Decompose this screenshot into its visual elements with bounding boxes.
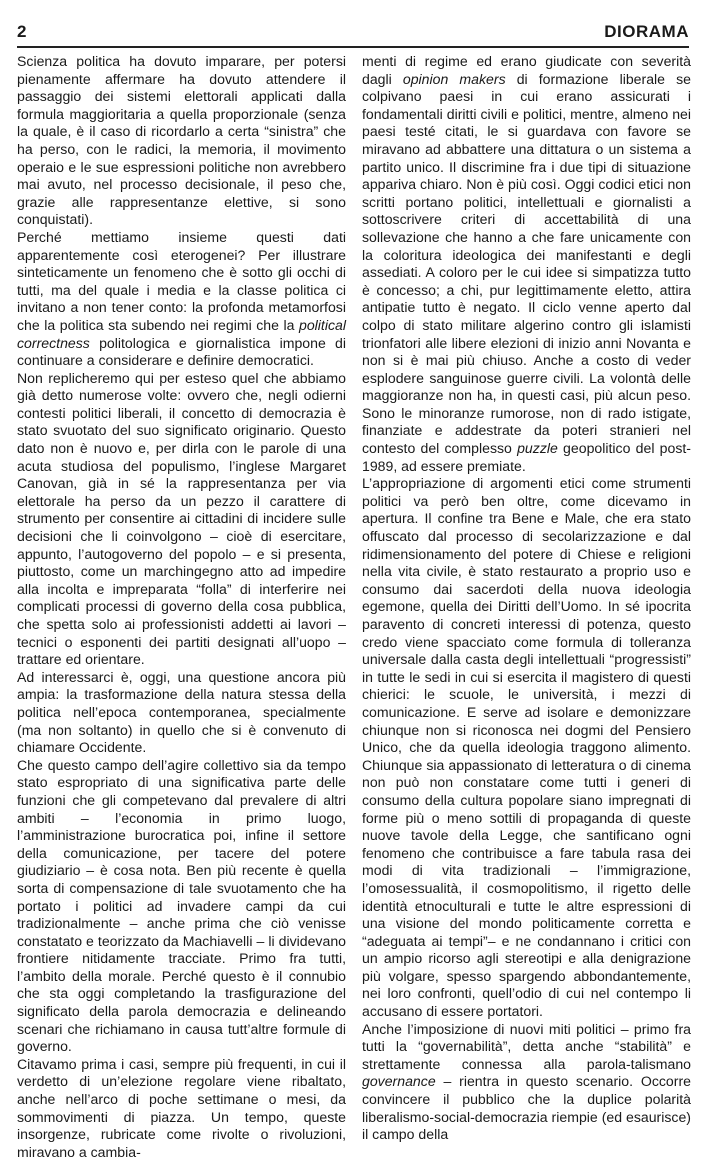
text-run: Citavamo prima i casi, sempre più frequenti, in cui il verdetto di un’elezione regolare viene ribaltato, anche nell’arco di poche settimane o mesi, da sommovimenti di piazza. Un tempo, queste insorgenze, rubricate come rivolte o rivoluzioni, miravano a cambia- — [17, 1055, 346, 1160]
text-run: geopolitico del post-1989, ad essere premiate. — [362, 440, 691, 474]
running-title: DIORAMA — [604, 22, 689, 41]
body-paragraph — [17, 669, 346, 757]
body-paragraph — [17, 229, 346, 370]
left-column — [17, 53, 346, 1160]
italic-text-run: puzzle — [517, 440, 558, 457]
body-paragraph — [362, 475, 691, 1020]
body-paragraph — [362, 53, 691, 475]
text-run: – rientra in questo scenario. Occorre convincere il pubblico che la duplice polarità liberalismo-social-democrazia riempie (ed esaurisce) il campo della — [362, 1073, 691, 1143]
text-run: di formazione liberale se colpivano paesi in cui erano assicurati i fondamentali diritti civili e politici, mentre, almeno nei paesi testé citati, le si guardava con favore se miravano ad abbattere una dittatura o un sistema a partito unico. Il discrimine fra i due tipi di situazione appariva chiaro. Non è più così. Oggi codici etici non scritti portano politici, intellettuali e giornalisti a sottoscrivere criteri di accettabilità di una sollevazione che hanno a che fare unicamente con la coloritura ideologica dei manifestanti e degli assediati. A coloro per le cui idee si simpatizza tutto è concesso; a chi, pur legittimamente eletto, attira antipatie tutto è negato. Il ciclo venne aperto dal colpo di stato militare algerino contro gli islamisti trionfatori alle libere elezioni di inizio anni Novanta e non si è mai più chiuso. Anche a costo di veder esplodere sanguinose guerre civili. La volontà delle maggioranze non ha, in questi casi, più alcun peso. Sono le minoranze rumorose, non di rado istigate, finanziate e addestrate da poteri stranieri nel contesto del complesso — [362, 70, 691, 457]
italic-text-run: opinion makers — [402, 70, 506, 87]
right-column — [362, 53, 691, 1143]
italic-text-run: political correctness — [17, 316, 346, 351]
text-run: Non replicheremo qui per esteso quel che abbiamo già detto numerose volte: ovvero che, negli odierni contesti politici liberali, il concetto di democrazia è stato svuotato del suo significato originario. Questo dato non è nuovo e, per dirla con le parole di una acuta studiosa del populismo, l’inglese Margaret Canovan, già in sé la rappresentanza per via elettorale ha perso da un pezzo il carattere di strumento per consentire ai cittadini di incidere sulle decisioni che li coinvolgono – cioè di esercitare, appunto, l’autogoverno del popolo – e si presenta, piuttosto, come un marchingegno atto ad impedire alla incolta e impreparata “folla” di interferire nei complicati processi di governo della cosa pubblica, che spetta solo ai professionisti addetti ai lavori – tecnici o esponenti dei partiti designati all’uopo – trattare ed orientare. — [17, 369, 346, 668]
body-paragraph — [17, 53, 346, 229]
body-paragraph — [362, 1021, 691, 1144]
text-run: menti di regime ed erano giudicate con severità dagli — [362, 53, 691, 87]
body-paragraph — [17, 1056, 346, 1161]
text-run: politologica e giornalistica impone di continuare a considerare e definire democratici. — [17, 334, 346, 369]
text-run: Che questo campo dell’agire collettivo sia da tempo stato espropriato di una significativa parte delle funzioni che gli competevano dal prevalere di altri ambiti – l’economia in primo luogo, l’amministrazione burocratica poi, infine il settore della comunicazione, per tacere del potere giudiziario – è cosa nota. Ben più recente è quella sorta di compensazione di tale svuotamento che ha portato i politici ad invadere campi da cui tradizionalmente – anche prima che ciò venisse constatato e teorizzato da Machiavelli – li dividevano frontiere nitidamente tracciate. Primo fra tutti, l’ambito della morale. Perché questo è il connubio che sta oggi completando la trasfigurazione del significato della parola democrazia e delineando scenari che richiamano in causa tutt’altre formule di governo. — [17, 756, 346, 1055]
page-header — [17, 20, 689, 48]
text-run: Perché mettiamo insieme questi dati apparentemente così eterogenei? Per illustrare sinteticamente un fenomeno che è sotto gli occhi di tutti, ma del quale i media e la classe politica ci invitano a non tener conto: la profonda metamorfosi che la politica sta subendo nei regimi che la — [17, 228, 346, 333]
body-paragraph — [17, 757, 346, 1056]
text-run: Ad interessarci è, oggi, una questione ancora più ampia: la trasformazione della natura stessa della politica nell’epoca contemporanea, specialmente (ma non soltanto) in quello che si è convenuto di chiamare Occidente. — [17, 668, 346, 756]
page-number: 2 — [17, 22, 27, 41]
text-run: L’appropriazione di argomenti etici come strumenti politici va però ben oltre, come dicevamo in apertura. Il confine tra Bene e Male, che era stato offuscato dal processo di secolarizzazione e dal ridimensionamento del potere di Chiese e religioni nella vita civile, è stato restaurato a proprio uso e consumo dai sacerdoti della nuova ideologia egemone, quella dei Diritti dell’Uomo. In sé ipocrita paravento di concreti interessi di potenza, questo credo viene spacciato come formula di tolleranza universale dalla casta degli intellettuali “progressisti” in tutte le sedi in cui si esercita il magistero di questi chierici: le scuole, le università, i mezzi di comunicazione. E serve ad isolare e demonizzare chiunque non si riconosca nei dogmi del Pensiero Unico, che da quella ideologia traggono alimento. Chiunque sia appassionato di letteratura o di cinema non può non constatare come tutti i generi di consumo della cultura popolare siano impregnati di forme più o meno sottili di propaganda di queste nuove tavole della Legge, che santificano ogni fenomeno che contribuisce a fare tabula rasa dei modi di vita tradizionali – l’immigrazione, l’omosessualità, il cosmopolitismo, il rigetto delle identità etnoculturali e tutte le altre espressioni di una visione del mondo politicamente corretta e “adeguata ai tempi”– e ne condannano i critici con un ampio ricorso agli stereotipi e alla denigrazione più volgare, spesso spargendo abbondantemente, nei loro confronti, quell’odio di cui nel contempo li accusano di essere portatori. — [362, 475, 691, 1020]
body-paragraph — [17, 370, 346, 669]
text-run: Scienza politica ha dovuto imparare, per potersi pienamente affermare ha dovuto attendere il passaggio dei sistemi elettorali applicati dalla formula maggioritaria a quella proporzionale (senza la quale, è il caso di ricordarlo a certa “sinistra” che ha perso, con le radici, la memoria, il movimento operaio e le sue espressioni politiche non avrebbero mai avuto, nel processo decisionale, il peso che, grazie alle rappresentanze elettive, si sono conquistati). — [17, 53, 346, 228]
italic-text-run: governance — [362, 1073, 436, 1090]
text-run: Anche l’imposizione di nuovi miti politici – primo fra tutti la “governabilità”, detta anche “stabilità” e strettamente connessa alla parola-talismano — [362, 1020, 691, 1072]
